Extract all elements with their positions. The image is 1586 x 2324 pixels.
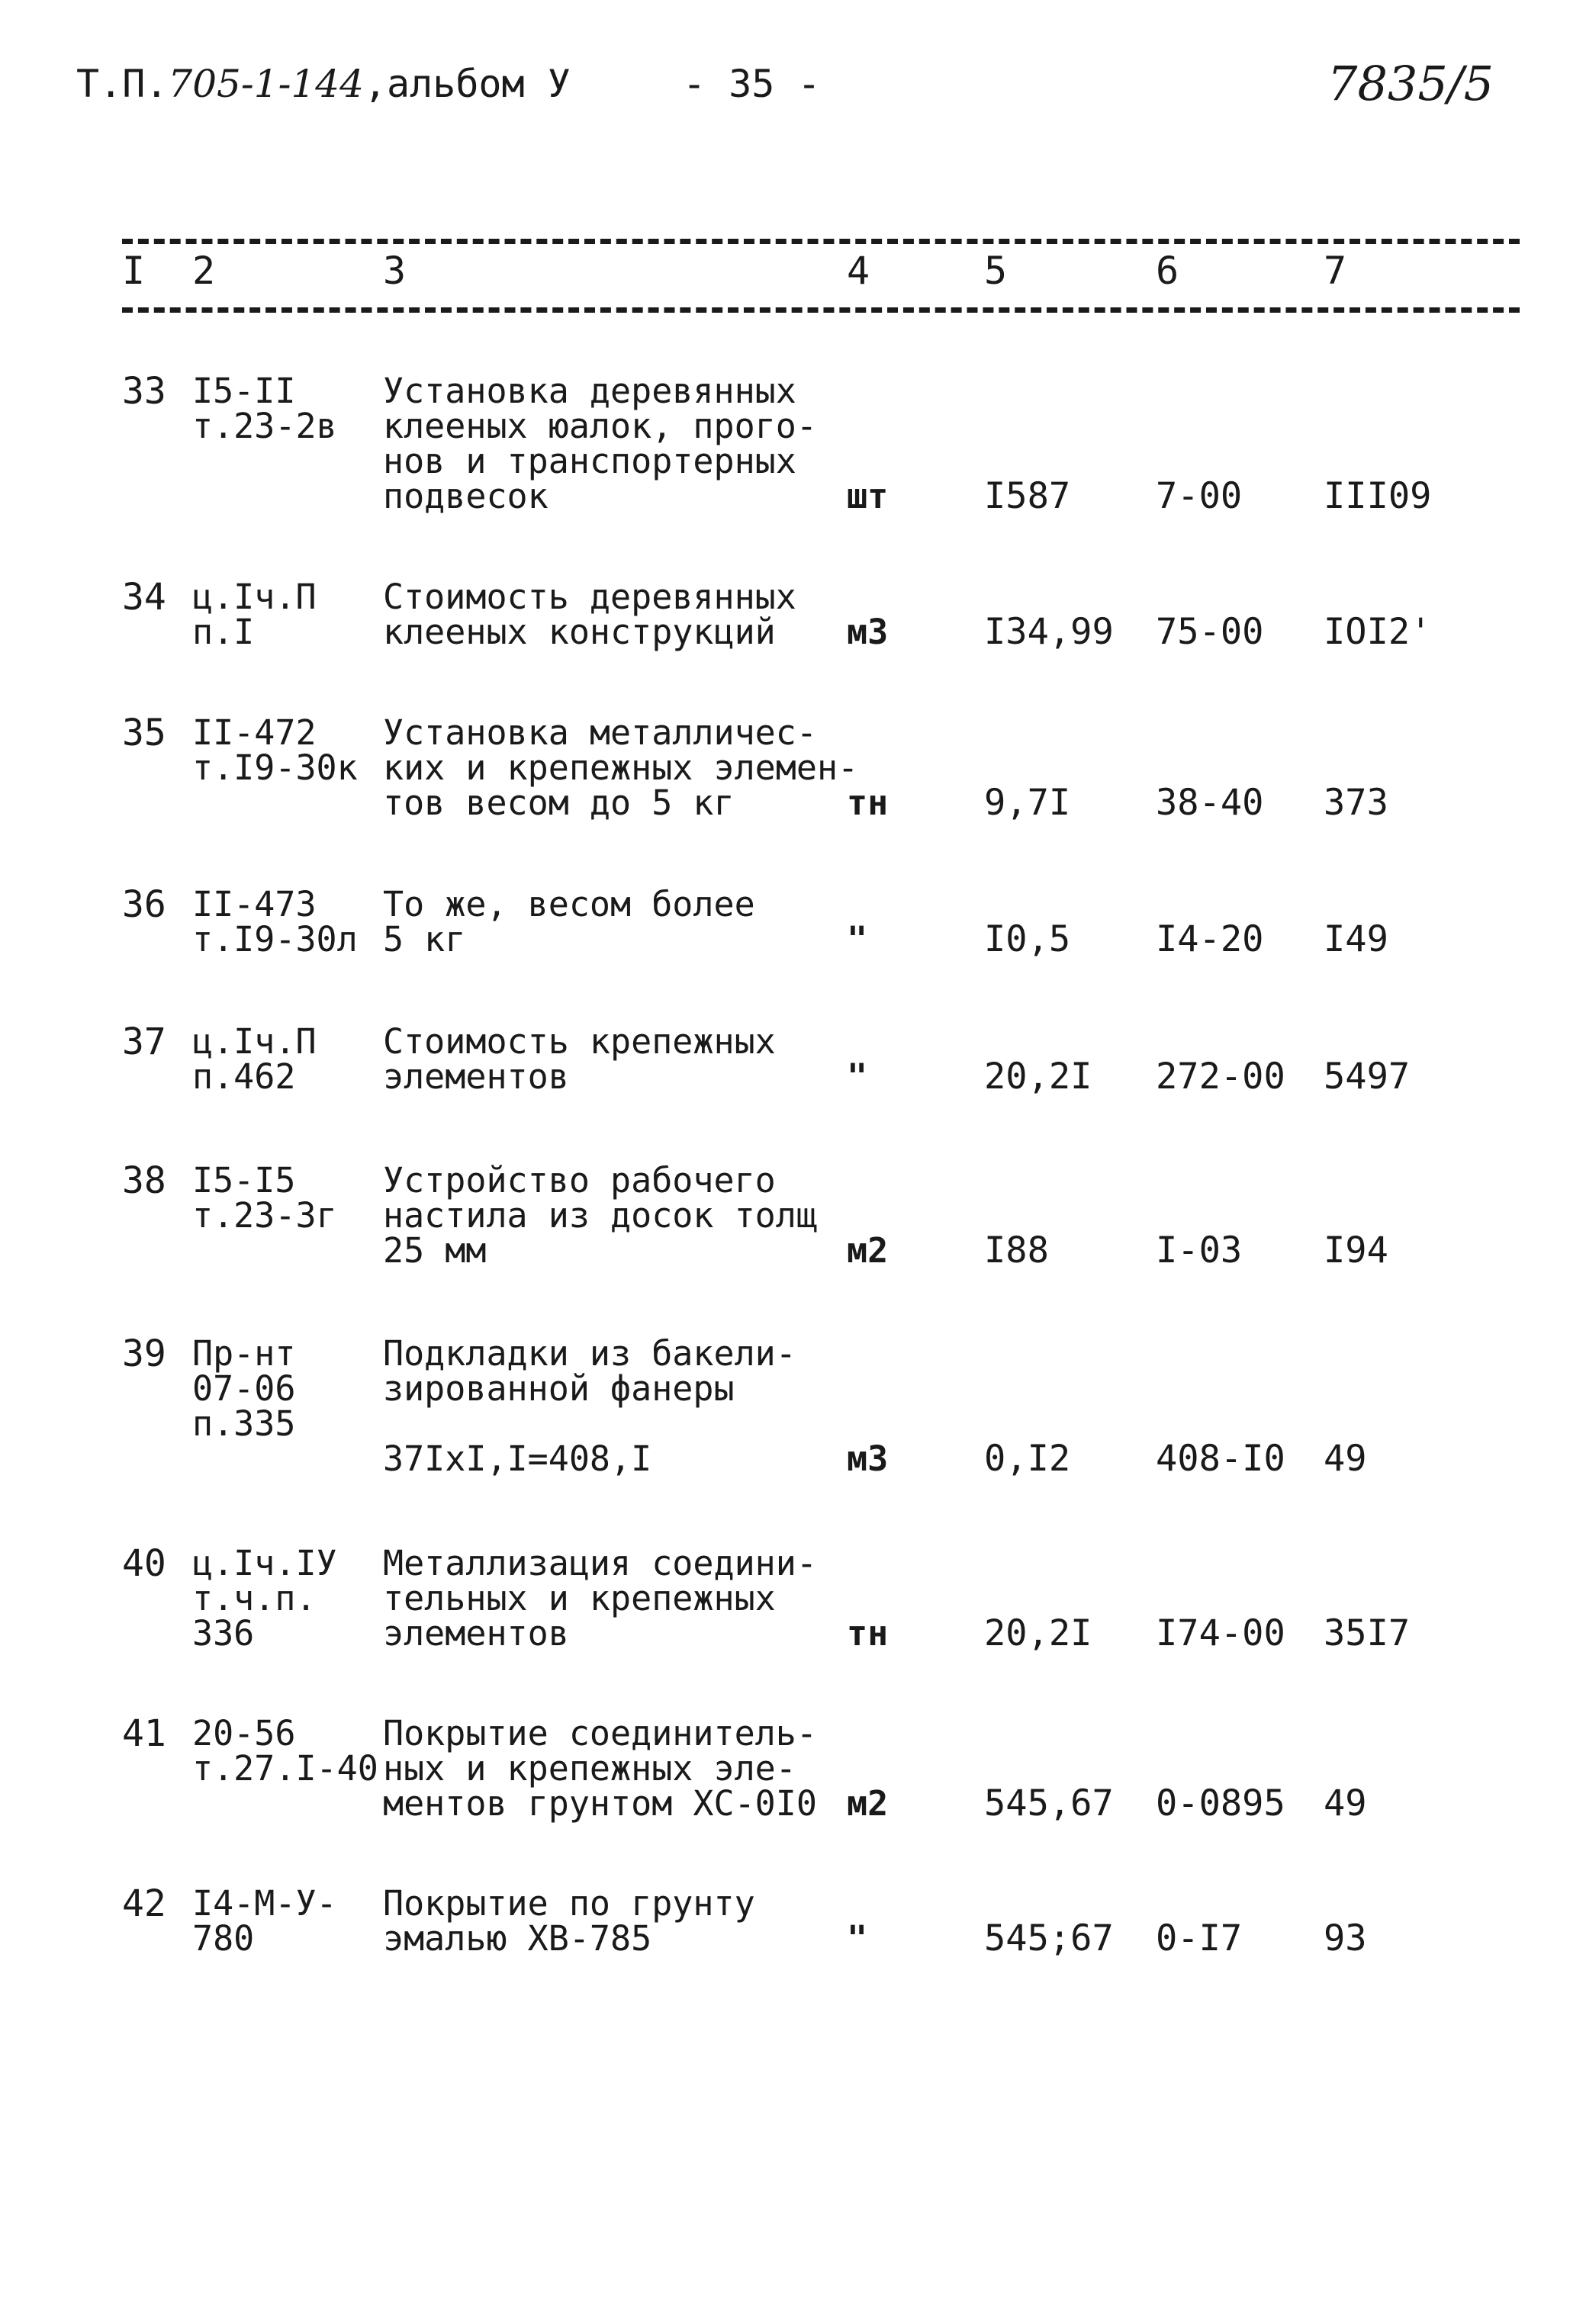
- column-header-2: 2: [192, 249, 216, 293]
- rate-code: [192, 1333, 296, 1444]
- rate-code-line: т.I9-30к: [192, 747, 358, 788]
- rate-code-line: 780: [192, 1918, 255, 1959]
- rate-code: [192, 1713, 378, 1789]
- row-number: 37: [122, 1021, 166, 1063]
- rate-code: [192, 884, 358, 959]
- row-number: 34: [122, 576, 166, 619]
- quantity: I0,5: [984, 918, 1071, 960]
- rate-code: [192, 1160, 337, 1236]
- unit-price: 0-0895: [1156, 1782, 1285, 1824]
- work-description: [383, 1333, 796, 1479]
- rate-code-line: ц.Iч.П: [192, 577, 317, 617]
- quantity: 20,2I: [984, 1056, 1092, 1098]
- work-description-line: Стоимость крепежных: [383, 1021, 776, 1062]
- rate-code-line: I4-М-У-: [192, 1883, 337, 1924]
- work-description: [383, 1883, 755, 1959]
- unit-price: I-03: [1156, 1230, 1243, 1271]
- unit-price: I74-00: [1156, 1612, 1285, 1654]
- unit-price: 272-00: [1156, 1056, 1285, 1098]
- work-description-line: зированной фанеры: [383, 1368, 735, 1409]
- doc-number: 705-1-144: [168, 62, 364, 106]
- row-number: 36: [122, 883, 166, 926]
- row-number: 40: [122, 1542, 166, 1585]
- rate-code-line: ц.Iч.IУ: [192, 1543, 337, 1583]
- rate-code-line: II-472: [192, 712, 317, 753]
- work-description-line: Установка деревянных: [383, 371, 796, 411]
- work-description-line: [383, 1406, 796, 1442]
- rate-code-line: 07-06: [192, 1368, 296, 1409]
- work-description-line: ных и крепежных эле-: [383, 1748, 796, 1789]
- unit: м3: [847, 612, 889, 652]
- work-description: [383, 1543, 817, 1654]
- work-description-line: Устройство рабочего: [383, 1160, 776, 1201]
- rate-code: [192, 1021, 317, 1097]
- column-header-6: 6: [1156, 249, 1179, 293]
- column-header-7: 7: [1324, 249, 1347, 293]
- work-description: [383, 1160, 817, 1271]
- work-description: [383, 1021, 776, 1097]
- sheet-number: 7835/5: [1327, 56, 1494, 111]
- column-header-5: 5: [984, 249, 1008, 293]
- rate-code-line: Пр-нт: [192, 1333, 296, 1374]
- total-cost: 93: [1324, 1917, 1367, 1959]
- work-description-line: 5 кг: [383, 919, 466, 959]
- row-number: 33: [122, 370, 166, 413]
- row-number: 41: [122, 1712, 166, 1755]
- quantity: 20,2I: [984, 1612, 1092, 1654]
- work-description-line: Установка металличес-: [383, 712, 817, 753]
- total-cost: I94: [1324, 1230, 1388, 1271]
- unit: шт: [847, 476, 889, 516]
- work-description-line: эмалью ХВ-785: [383, 1918, 652, 1959]
- work-description-line: Стоимость деревянных: [383, 577, 796, 617]
- row-number: 39: [122, 1332, 166, 1375]
- rate-code-line: II-473: [192, 884, 317, 924]
- quantity: 0,I2: [984, 1438, 1071, 1480]
- work-description-line: клееных конструкций: [383, 612, 776, 652]
- quantity: 9,7I: [984, 782, 1071, 824]
- work-description: [383, 577, 796, 652]
- rate-code: [192, 712, 358, 788]
- work-description-line: элементов: [383, 1613, 569, 1654]
- work-description-line: тельных и крепежных: [383, 1578, 776, 1618]
- unit: тн: [847, 783, 889, 823]
- total-cost: 5497: [1324, 1056, 1411, 1098]
- rate-code: [192, 577, 317, 652]
- rate-code-line: 336: [192, 1613, 255, 1654]
- rate-code-line: 20-56: [192, 1713, 296, 1753]
- row-number: 35: [122, 712, 166, 754]
- header-rule-bottom: [122, 307, 1520, 313]
- rate-code-line: т.ч.п.: [192, 1578, 317, 1618]
- work-description-line: нов и транспортерных: [383, 441, 796, 481]
- quantity: 545;67: [984, 1917, 1114, 1959]
- work-description-line: 37IxI,I=408,I: [383, 1438, 652, 1479]
- work-description-line: То же, весом более: [383, 884, 755, 924]
- unit: м2: [847, 1783, 889, 1824]
- work-description-line: ких и крепежных элемен-: [383, 747, 859, 788]
- total-cost: 35I7: [1324, 1612, 1411, 1654]
- row-number: 38: [122, 1159, 166, 1202]
- work-description-line: 25 мм: [383, 1230, 487, 1271]
- album-label: ,альбом У: [363, 62, 571, 106]
- total-cost: I49: [1324, 918, 1388, 960]
- doc-prefix: Т.П.: [76, 62, 169, 106]
- work-description: [383, 884, 755, 959]
- column-header-3: 3: [383, 249, 407, 293]
- total-cost: III09: [1324, 475, 1432, 517]
- work-description-line: Покрытие по грунту: [383, 1883, 755, 1924]
- total-cost: 49: [1324, 1782, 1367, 1824]
- unit-price: 408-I0: [1156, 1438, 1285, 1480]
- rate-code-line: п.335: [192, 1403, 296, 1444]
- work-description-line: Подкладки из бакели-: [383, 1333, 796, 1374]
- work-description-line: подвесок: [383, 476, 549, 516]
- column-header-4: 4: [847, 249, 870, 293]
- row-number: 42: [122, 1882, 166, 1925]
- header-rule-top: [122, 239, 1520, 244]
- unit: тн: [847, 1613, 889, 1654]
- work-description-line: Покрытие соединитель-: [383, 1713, 817, 1753]
- rate-code-line: т.I9-30л: [192, 919, 358, 959]
- rate-code-line: ц.Iч.П: [192, 1021, 317, 1062]
- document-reference: [76, 61, 571, 107]
- total-cost: 373: [1324, 782, 1388, 824]
- work-description-line: ментов грунтом ХС-0I0: [383, 1783, 817, 1824]
- work-description-line: Металлизация соедини-: [383, 1543, 817, 1583]
- work-description: [383, 712, 859, 823]
- rate-code: [192, 1883, 337, 1959]
- rate-code-line: т.23-3г: [192, 1195, 337, 1236]
- work-description-line: элементов: [383, 1056, 569, 1097]
- total-cost: 49: [1324, 1438, 1367, 1480]
- unit-price: 38-40: [1156, 782, 1264, 824]
- unit-price: 0-I7: [1156, 1917, 1243, 1959]
- unit-price: I4-20: [1156, 918, 1264, 960]
- total-cost: IOI2': [1324, 611, 1432, 653]
- rate-code-line: I5-I5: [192, 1160, 296, 1201]
- work-description: [383, 1713, 817, 1824]
- quantity: I88: [984, 1230, 1049, 1271]
- unit: ": [847, 1918, 868, 1959]
- quantity: 545,67: [984, 1782, 1114, 1824]
- rate-code-line: п.I: [192, 612, 255, 652]
- rate-code: [192, 1543, 337, 1654]
- rate-code-line: п.462: [192, 1056, 296, 1097]
- work-description-line: клееных юалок, прого-: [383, 406, 817, 446]
- rate-code-line: т.23-2в: [192, 406, 337, 446]
- quantity: I587: [984, 475, 1071, 517]
- rate-code-line: т.27.I-40: [192, 1748, 378, 1789]
- work-description-line: тов весом до 5 кг: [383, 783, 735, 823]
- unit: м2: [847, 1230, 889, 1271]
- page-number: - 35 -: [683, 62, 821, 106]
- quantity: I34,99: [984, 611, 1114, 653]
- work-description: [383, 371, 817, 516]
- column-header-1: I: [122, 249, 146, 293]
- unit: ": [847, 1056, 868, 1097]
- unit: ": [847, 919, 868, 959]
- work-description-line: настила из досок толщ: [383, 1195, 817, 1236]
- rate-code: [192, 371, 337, 446]
- unit-price: 7-00: [1156, 475, 1243, 517]
- unit-price: 75-00: [1156, 611, 1264, 653]
- rate-code-line: I5-II: [192, 371, 296, 411]
- unit: м3: [847, 1438, 889, 1479]
